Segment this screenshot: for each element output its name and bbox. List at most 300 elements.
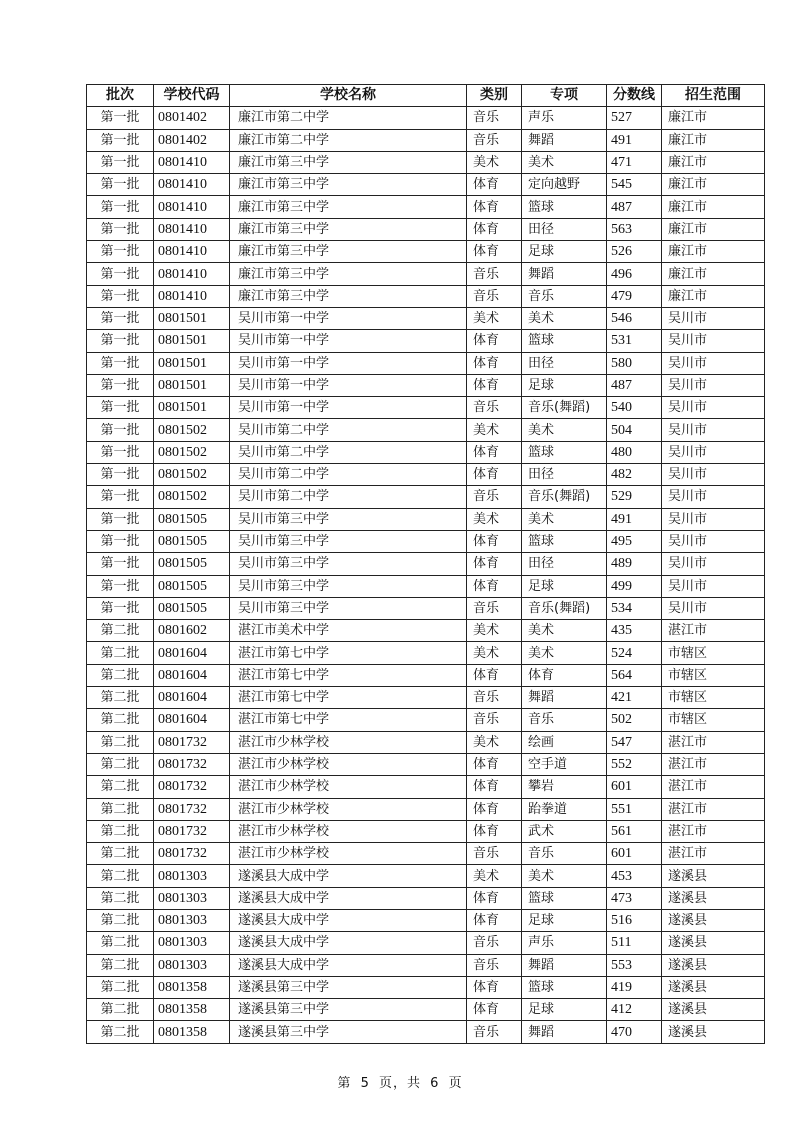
cell-school-name: 吴川市第三中学 [230,597,467,619]
cell-school-code: 0801410 [154,241,230,263]
cell-enrollment-range: 廉江市 [662,151,765,173]
cell-batch: 第一批 [87,575,154,597]
footer-suffix: 页 [448,1076,463,1091]
cell-enrollment-range: 吴川市 [662,307,765,329]
cell-enrollment-range: 遂溪县 [662,909,765,931]
cell-batch: 第二批 [87,709,154,731]
cell-school-code: 0801604 [154,709,230,731]
cell-specialty: 音乐(舞蹈) [522,486,607,508]
cell-specialty: 篮球 [522,976,607,998]
cell-category: 体育 [467,441,522,463]
cell-batch: 第一批 [87,285,154,307]
cell-batch: 第一批 [87,530,154,552]
cell-score-line: 552 [607,753,662,775]
table-row [87,932,765,954]
cell-school-name: 遂溪县大成中学 [230,932,467,954]
table-row [87,1021,765,1043]
cell-school-code: 0801410 [154,263,230,285]
cell-score-line: 601 [607,843,662,865]
cell-enrollment-range: 廉江市 [662,218,765,240]
cell-school-name: 吴川市第一中学 [230,330,467,352]
cell-enrollment-range: 市辖区 [662,687,765,709]
cell-school-name: 廉江市第三中学 [230,263,467,285]
cell-enrollment-range: 湛江市 [662,731,765,753]
cell-specialty: 篮球 [522,330,607,352]
cell-score-line: 553 [607,954,662,976]
cell-school-code: 0801303 [154,887,230,909]
table-row [87,820,765,842]
cell-category: 音乐 [467,1021,522,1043]
footer-page-number: 5 [360,1076,370,1091]
cell-score-line: 564 [607,664,662,686]
cell-school-name: 吴川市第二中学 [230,486,467,508]
table-row [87,909,765,931]
cell-school-code: 0801502 [154,486,230,508]
cell-batch: 第二批 [87,1021,154,1043]
cell-score-line: 529 [607,486,662,508]
cell-enrollment-range: 吴川市 [662,419,765,441]
cell-specialty: 田径 [522,218,607,240]
cell-score-line: 421 [607,687,662,709]
cell-enrollment-range: 遂溪县 [662,999,765,1021]
page-footer [0,1072,800,1091]
cell-category: 音乐 [467,843,522,865]
cell-batch: 第一批 [87,129,154,151]
cell-school-code: 0801410 [154,174,230,196]
cell-score-line: 491 [607,129,662,151]
cell-score-line: 534 [607,597,662,619]
cell-enrollment-range: 吴川市 [662,374,765,396]
cell-batch: 第二批 [87,664,154,686]
cell-school-name: 遂溪县第三中学 [230,976,467,998]
cell-school-name: 吴川市第二中学 [230,441,467,463]
cell-category: 体育 [467,753,522,775]
cell-score-line: 496 [607,263,662,285]
cell-enrollment-range: 遂溪县 [662,976,765,998]
cell-category: 美术 [467,642,522,664]
cell-specialty: 篮球 [522,196,607,218]
cell-school-code: 0801303 [154,932,230,954]
cell-school-code: 0801410 [154,285,230,307]
table-row [87,553,765,575]
table-row [87,263,765,285]
cell-specialty: 音乐 [522,709,607,731]
cell-score-line: 489 [607,553,662,575]
table-row [87,731,765,753]
cell-category: 体育 [467,218,522,240]
cell-batch: 第二批 [87,620,154,642]
cell-batch: 第二批 [87,909,154,931]
cell-specialty: 田径 [522,464,607,486]
cell-category: 体育 [467,664,522,686]
cell-enrollment-range: 湛江市 [662,753,765,775]
cell-batch: 第二批 [87,687,154,709]
cell-school-name: 廉江市第三中学 [230,241,467,263]
cell-specialty: 舞蹈 [522,687,607,709]
cell-score-line: 479 [607,285,662,307]
cell-enrollment-range: 廉江市 [662,241,765,263]
cell-school-code: 0801505 [154,597,230,619]
cell-score-line: 563 [607,218,662,240]
table-row [87,374,765,396]
cell-school-code: 0801402 [154,129,230,151]
table-row [87,753,765,775]
cell-school-code: 0801732 [154,776,230,798]
cell-school-name: 湛江市美术中学 [230,620,467,642]
cell-enrollment-range: 遂溪县 [662,1021,765,1043]
cell-batch: 第一批 [87,374,154,396]
cell-school-name: 吴川市第三中学 [230,530,467,552]
cell-category: 音乐 [467,285,522,307]
cell-school-name: 廉江市第三中学 [230,196,467,218]
cell-specialty: 绘画 [522,731,607,753]
cell-school-code: 0801501 [154,307,230,329]
cell-enrollment-range: 廉江市 [662,263,765,285]
cell-batch: 第一批 [87,597,154,619]
table-row [87,486,765,508]
table-row [87,664,765,686]
cell-school-name: 吴川市第一中学 [230,374,467,396]
cell-batch: 第二批 [87,999,154,1021]
cell-school-name: 吴川市第三中学 [230,575,467,597]
cell-specialty: 音乐 [522,285,607,307]
cell-specialty: 美术 [522,307,607,329]
cell-score-line: 540 [607,397,662,419]
cell-score-line: 487 [607,196,662,218]
cell-school-name: 吴川市第二中学 [230,419,467,441]
cell-category: 体育 [467,352,522,374]
cell-category: 美术 [467,307,522,329]
footer-middle: 页，共 [378,1076,421,1091]
table-row [87,999,765,1021]
cell-school-name: 湛江市少林学校 [230,731,467,753]
cell-category: 音乐 [467,486,522,508]
cell-score-line: 561 [607,820,662,842]
cell-school-name: 廉江市第三中学 [230,151,467,173]
cell-batch: 第二批 [87,753,154,775]
cell-score-line: 499 [607,575,662,597]
table-row [87,865,765,887]
cell-category: 体育 [467,776,522,798]
cell-category: 音乐 [467,107,522,129]
header-school-name: 学校名称 [230,85,467,107]
cell-batch: 第一批 [87,174,154,196]
cell-specialty: 足球 [522,575,607,597]
cell-specialty: 足球 [522,241,607,263]
cell-score-line: 471 [607,151,662,173]
cell-specialty: 体育 [522,664,607,686]
cell-category: 体育 [467,999,522,1021]
cell-score-line: 511 [607,932,662,954]
cell-enrollment-range: 吴川市 [662,397,765,419]
cell-category: 美术 [467,620,522,642]
table-row [87,976,765,998]
cell-category: 音乐 [467,397,522,419]
cell-score-line: 546 [607,307,662,329]
cell-enrollment-range: 吴川市 [662,441,765,463]
cell-batch: 第二批 [87,887,154,909]
cell-specialty: 篮球 [522,530,607,552]
cell-enrollment-range: 湛江市 [662,620,765,642]
cell-school-code: 0801502 [154,419,230,441]
cell-batch: 第一批 [87,330,154,352]
table-row [87,218,765,240]
cell-school-code: 0801732 [154,843,230,865]
cell-school-name: 遂溪县大成中学 [230,887,467,909]
header-score-line: 分数线 [607,85,662,107]
cell-category: 美术 [467,865,522,887]
cell-category: 美术 [467,151,522,173]
cell-score-line: 524 [607,642,662,664]
cell-school-name: 遂溪县第三中学 [230,999,467,1021]
cell-score-line: 453 [607,865,662,887]
cell-score-line: 601 [607,776,662,798]
cell-specialty: 田径 [522,352,607,374]
cell-score-line: 516 [607,909,662,931]
cell-batch: 第二批 [87,642,154,664]
table-row [87,887,765,909]
cell-batch: 第一批 [87,397,154,419]
cell-category: 体育 [467,464,522,486]
table-row [87,307,765,329]
cell-school-code: 0801358 [154,999,230,1021]
cell-school-code: 0801732 [154,798,230,820]
header-school-code: 学校代码 [154,85,230,107]
cell-category: 体育 [467,530,522,552]
cell-batch: 第一批 [87,441,154,463]
cell-specialty: 足球 [522,374,607,396]
cell-enrollment-range: 遂溪县 [662,887,765,909]
cell-enrollment-range: 吴川市 [662,330,765,352]
table-row [87,620,765,642]
cell-enrollment-range: 湛江市 [662,798,765,820]
cell-batch: 第一批 [87,419,154,441]
cell-category: 体育 [467,798,522,820]
cell-batch: 第一批 [87,107,154,129]
cell-specialty: 跆拳道 [522,798,607,820]
footer-total-pages: 6 [430,1076,440,1091]
cell-school-code: 0801501 [154,374,230,396]
cell-enrollment-range: 遂溪县 [662,865,765,887]
cell-school-code: 0801303 [154,865,230,887]
table-row [87,330,765,352]
cell-school-name: 廉江市第二中学 [230,129,467,151]
cell-school-code: 0801303 [154,909,230,931]
table-row [87,530,765,552]
cell-specialty: 美术 [522,419,607,441]
cell-score-line: 580 [607,352,662,374]
cell-batch: 第二批 [87,954,154,976]
table-row [87,397,765,419]
cell-enrollment-range: 吴川市 [662,486,765,508]
cell-batch: 第一批 [87,464,154,486]
cell-specialty: 空手道 [522,753,607,775]
table-row [87,687,765,709]
cell-specialty: 舞蹈 [522,129,607,151]
cell-category: 体育 [467,196,522,218]
table-row [87,241,765,263]
cell-school-name: 廉江市第三中学 [230,174,467,196]
cell-score-line: 470 [607,1021,662,1043]
cell-school-name: 湛江市第七中学 [230,709,467,731]
cell-school-name: 湛江市少林学校 [230,776,467,798]
table-row [87,107,765,129]
cell-batch: 第二批 [87,776,154,798]
cell-category: 体育 [467,887,522,909]
admission-score-table [86,84,765,1044]
cell-category: 体育 [467,909,522,931]
cell-specialty: 美术 [522,642,607,664]
cell-specialty: 足球 [522,909,607,931]
cell-enrollment-range: 吴川市 [662,597,765,619]
cell-category: 体育 [467,820,522,842]
cell-school-name: 湛江市少林学校 [230,798,467,820]
cell-batch: 第二批 [87,976,154,998]
cell-specialty: 篮球 [522,441,607,463]
cell-score-line: 491 [607,508,662,530]
cell-batch: 第二批 [87,865,154,887]
cell-category: 音乐 [467,954,522,976]
cell-enrollment-range: 吴川市 [662,508,765,530]
cell-enrollment-range: 吴川市 [662,530,765,552]
cell-batch: 第二批 [87,820,154,842]
cell-batch: 第一批 [87,486,154,508]
cell-batch: 第一批 [87,196,154,218]
cell-enrollment-range: 遂溪县 [662,954,765,976]
cell-enrollment-range: 市辖区 [662,709,765,731]
cell-school-name: 湛江市第七中学 [230,664,467,686]
cell-school-code: 0801358 [154,976,230,998]
table-row [87,597,765,619]
cell-specialty: 美术 [522,620,607,642]
cell-school-code: 0801502 [154,441,230,463]
cell-school-name: 吴川市第三中学 [230,553,467,575]
cell-batch: 第一批 [87,307,154,329]
cell-school-name: 遂溪县大成中学 [230,954,467,976]
header-category: 类别 [467,85,522,107]
cell-school-code: 0801502 [154,464,230,486]
cell-specialty: 舞蹈 [522,263,607,285]
cell-specialty: 舞蹈 [522,954,607,976]
cell-specialty: 美术 [522,508,607,530]
cell-category: 体育 [467,374,522,396]
table-row [87,129,765,151]
cell-batch: 第一批 [87,151,154,173]
cell-category: 音乐 [467,687,522,709]
table-row [87,954,765,976]
table-row [87,642,765,664]
cell-score-line: 487 [607,374,662,396]
cell-specialty: 舞蹈 [522,1021,607,1043]
cell-school-code: 0801410 [154,196,230,218]
cell-batch: 第一批 [87,352,154,374]
cell-specialty: 美术 [522,865,607,887]
cell-category: 美术 [467,731,522,753]
header-enrollment-range: 招生范围 [662,85,765,107]
cell-enrollment-range: 廉江市 [662,174,765,196]
cell-batch: 第一批 [87,553,154,575]
table-row [87,419,765,441]
cell-specialty: 音乐(舞蹈) [522,597,607,619]
cell-batch: 第一批 [87,263,154,285]
cell-batch: 第一批 [87,218,154,240]
cell-enrollment-range: 廉江市 [662,196,765,218]
cell-school-code: 0801410 [154,151,230,173]
cell-score-line: 551 [607,798,662,820]
cell-category: 体育 [467,174,522,196]
header-batch: 批次 [87,85,154,107]
cell-school-code: 0801501 [154,330,230,352]
table-row [87,464,765,486]
cell-enrollment-range: 吴川市 [662,553,765,575]
cell-school-code: 0801505 [154,575,230,597]
table-row [87,575,765,597]
cell-school-name: 廉江市第三中学 [230,218,467,240]
cell-score-line: 545 [607,174,662,196]
table-row [87,285,765,307]
cell-batch: 第二批 [87,798,154,820]
cell-score-line: 412 [607,999,662,1021]
cell-enrollment-range: 廉江市 [662,107,765,129]
cell-school-code: 0801505 [154,508,230,530]
table-row [87,798,765,820]
cell-specialty: 武术 [522,820,607,842]
cell-school-name: 湛江市第七中学 [230,642,467,664]
table-row [87,776,765,798]
cell-batch: 第二批 [87,731,154,753]
cell-enrollment-range: 廉江市 [662,129,765,151]
table-row [87,196,765,218]
cell-score-line: 526 [607,241,662,263]
table-header-row [87,85,765,107]
cell-school-code: 0801732 [154,731,230,753]
cell-category: 音乐 [467,597,522,619]
cell-score-line: 473 [607,887,662,909]
cell-school-name: 湛江市少林学校 [230,843,467,865]
cell-enrollment-range: 吴川市 [662,575,765,597]
cell-enrollment-range: 吴川市 [662,464,765,486]
table-row [87,843,765,865]
cell-school-code: 0801604 [154,687,230,709]
cell-school-code: 0801604 [154,664,230,686]
cell-specialty: 美术 [522,151,607,173]
cell-specialty: 篮球 [522,887,607,909]
cell-school-name: 吴川市第一中学 [230,307,467,329]
cell-school-name: 遂溪县第三中学 [230,1021,467,1043]
header-specialty: 专项 [522,85,607,107]
cell-specialty: 定向越野 [522,174,607,196]
cell-category: 体育 [467,553,522,575]
cell-batch: 第二批 [87,843,154,865]
cell-batch: 第一批 [87,241,154,263]
cell-enrollment-range: 湛江市 [662,843,765,865]
table-body [87,107,765,1043]
cell-school-code: 0801501 [154,397,230,419]
cell-enrollment-range: 廉江市 [662,285,765,307]
cell-school-code: 0801602 [154,620,230,642]
cell-school-code: 0801505 [154,553,230,575]
cell-enrollment-range: 市辖区 [662,664,765,686]
cell-enrollment-range: 遂溪县 [662,932,765,954]
cell-category: 美术 [467,508,522,530]
cell-school-name: 吴川市第二中学 [230,464,467,486]
table-row [87,709,765,731]
cell-specialty: 田径 [522,553,607,575]
cell-school-name: 湛江市少林学校 [230,820,467,842]
cell-school-name: 吴川市第一中学 [230,352,467,374]
cell-school-name: 遂溪县大成中学 [230,865,467,887]
cell-batch: 第二批 [87,932,154,954]
